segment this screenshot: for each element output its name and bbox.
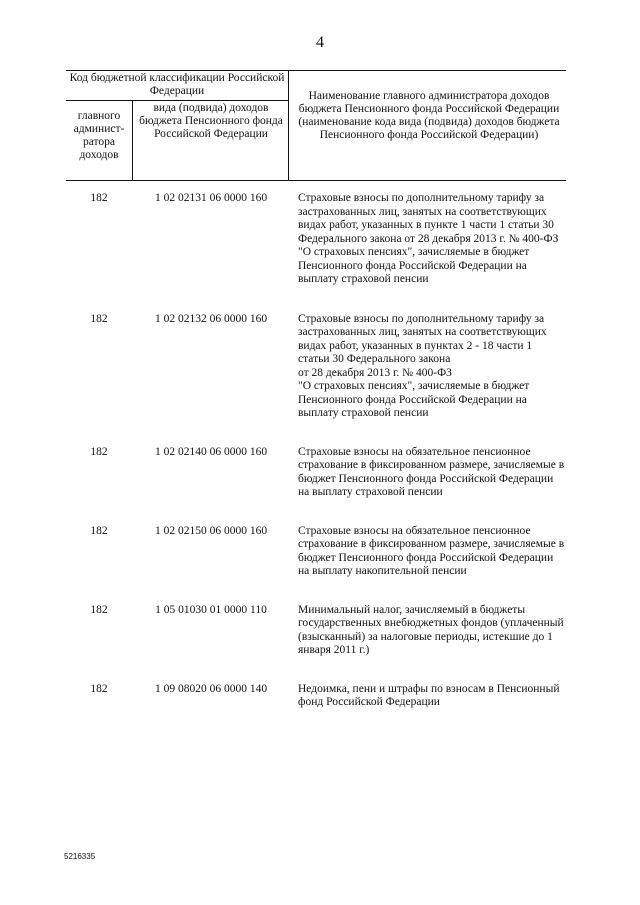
table-row <box>66 525 566 579</box>
header-name: Наименование главного администратора доходов бюджета Пенсионного фонда Российской Федерации (наименование кода вида (подвида) доходов бюджета Пенсионного фонда Российской Федерации) <box>298 90 560 141</box>
table-row <box>66 683 566 710</box>
row-admin-code: 182 <box>90 524 108 537</box>
table-row <box>66 313 566 421</box>
header-col-divider <box>132 100 133 180</box>
row-kbk-code: 1 02 02132 06 0000 160 <box>154 312 268 325</box>
table-body <box>66 190 566 710</box>
table-header <box>66 70 566 180</box>
row-kbk-code: 1 05 01030 01 0000 110 <box>155 603 267 616</box>
row-name: Недоимка, пени и штрафы по взносам в Пенсионный фонд Российской Федерации <box>298 682 560 708</box>
row-kbk-code: 1 02 02150 06 0000 160 <box>154 524 268 537</box>
header-code-group: Код бюджетной классификации Российской Федерации <box>69 72 285 97</box>
header-col-divider <box>288 70 289 180</box>
row-admin-code: 182 <box>90 192 108 204</box>
header-group-rule <box>66 100 288 101</box>
row-name: Страховые взносы на обязательное пенсионное страхование в фиксированном размере, зачисляемые в бюджет Пенсионного фонда Российской Федерации на выплату страховой пенсии <box>298 445 565 498</box>
header-kind: вида (подвида) доходов бюджета Пенсионного фонда Российской Федерации <box>139 102 283 140</box>
row-admin-code: 182 <box>90 445 108 458</box>
header-top-rule <box>66 70 566 71</box>
row-admin-code: 182 <box>90 312 108 325</box>
table-row <box>66 604 566 658</box>
row-name: Страховые взносы по дополнительному тарифу за застрахованных лиц, занятых на соответствующих видах работ, указанных в пунктах 2 - 18 части 1 статьи 30 Федерального закона от 28 декабря 2013 г. № 400-ФЗ "О страховых пенсиях", зачисляемые в бюджет Пенсионного фонда Российской Федерации на выплату страховой пенсии <box>298 312 547 419</box>
row-name: Страховые взносы по дополнительному тарифу за застрахованных лиц, занятых на соответствующих видах работ, указанных в пункте 1 части 1 статьи 30 Федерального закона от 28 декабря 2013 г. № 400-ФЗ "О страховых пенсиях", зачисляемые в бюджет Пенсионного фонда Российской Федерации на выплату страховой пенсии <box>298 192 559 285</box>
row-kbk-code: 1 09 08020 06 0000 140 <box>154 682 268 695</box>
row-kbk-code: 1 02 02131 06 0000 160 <box>154 192 268 204</box>
header-admin: главного админист-ратора доходов <box>73 110 125 161</box>
document-id: 5216335 <box>64 852 96 861</box>
row-admin-code: 182 <box>90 603 108 616</box>
page-number: 4 <box>316 34 324 51</box>
row-name: Минимальный налог, зачисляемый в бюджеты государственных внебюджетных фондов (уплаченный (взысканный) за налоговые периоды, истекшие до 1 января 2011 г.) <box>298 603 564 656</box>
table-row <box>66 446 566 500</box>
row-admin-code: 182 <box>90 682 108 695</box>
row-kbk-code: 1 02 02140 06 0000 160 <box>154 445 268 458</box>
header-bottom-rule <box>66 180 566 181</box>
row-name: Страховые взносы на обязательное пенсионное страхование в фиксированном размере, зачисляемые в бюджет Пенсионного фонда Российской Федерации на выплату накопительной пенсии <box>298 524 565 577</box>
table-row <box>66 192 566 287</box>
